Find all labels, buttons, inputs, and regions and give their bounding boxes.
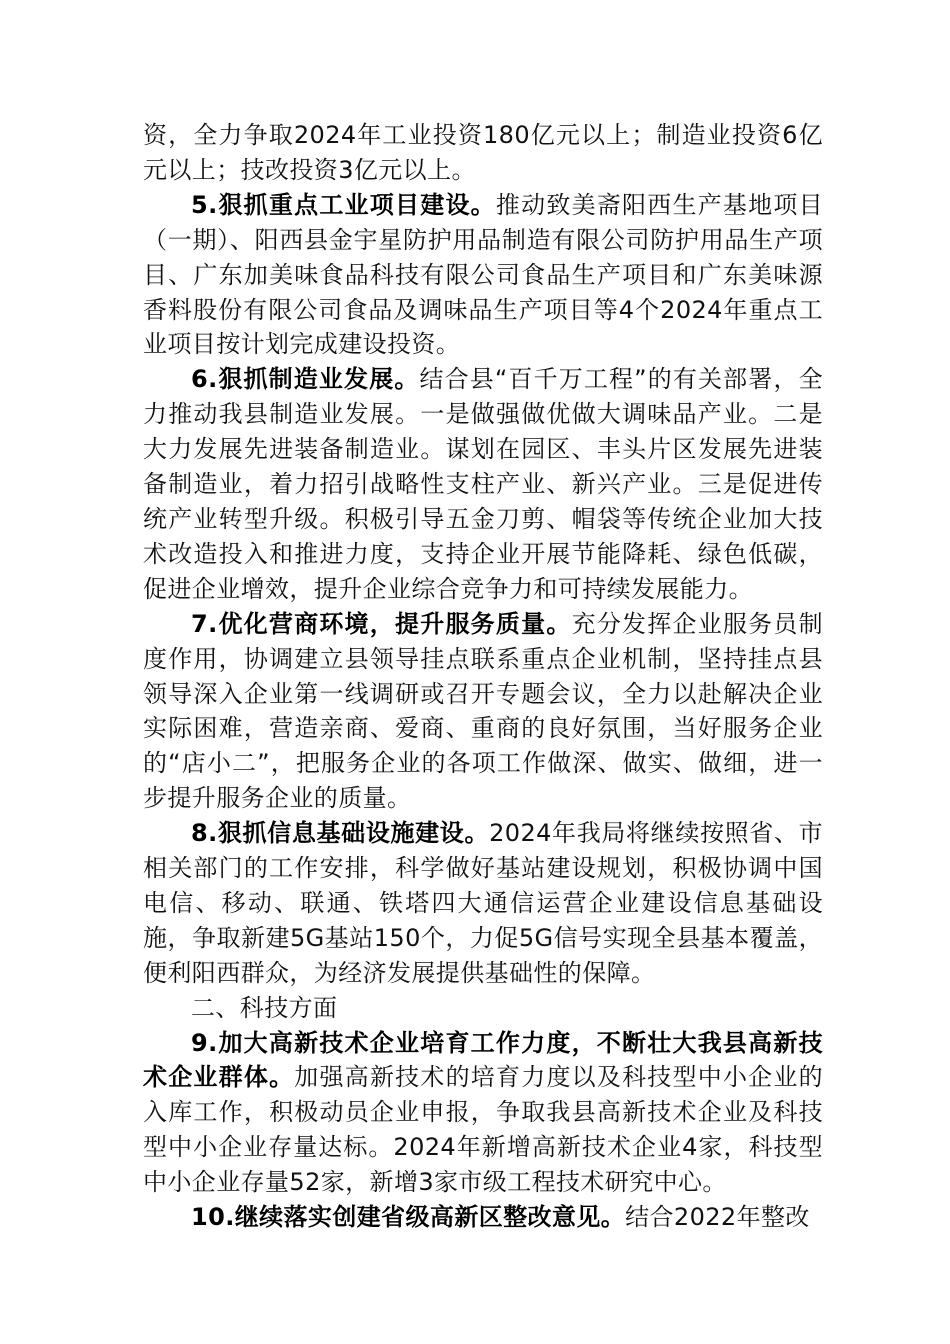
section-heading-text: 二、科技方面: [191, 993, 338, 1022]
paragraph-text: 加强高新技术的培育力度以及科技型中小企业的入库工作，积极动员企业申报，争取我县高新技术企业及科技型中小企业存量达标。2024年新增高新技术企业4家，科技型中小企业存量52家，新增3家市级工程技术研究中心。: [143, 1063, 823, 1197]
paragraph-text: 推动致美斋阳西生产基地项目（一期）、阳西县金宇星防护用品制造有限公司防护用品生产项目、广东加美味食品科技有限公司食品生产项目和广东美味源香料股份有限公司食品及调味品生产项目等4个2024年重点工业项目按计划完成建设投资。: [143, 190, 823, 359]
paragraph-item-5: [143, 188, 823, 363]
paragraph-heading: 5.狠抓重点工业项目建设。: [191, 190, 496, 219]
paragraph-text: 充分发挥企业服务员制度作用，协调建立县领导挂点联系重点企业机制，坚持挂点县领导深入企业第一线调研或召开专题会议，全力以赴解决企业实际困难，营造亲商、爱商、重商的良好氛围，当好服务企业的“店小二”，把服务企业的各项工作做深、做实、做细，进一步提升服务企业的质量。: [143, 609, 824, 813]
paragraph-item-8: [143, 816, 823, 991]
paragraph-text: 结合2022年整改: [625, 1203, 810, 1232]
paragraph-item-7: [143, 607, 823, 816]
paragraph-text: 结合县“百千万工程”的有关部署，全力推动我县制造业发展。一是做强做优做大调味品产业。二是大力发展先进装备制造业。谋划在园区、丰头片区发展先进装备制造业，着力招引战略性支柱产业、新兴产业。三是促进传统产业转型升级。积极引导五金刀剪、帽袋等传统企业加大技术改造投入和推进力度，支持企业开展节能降耗、绿色低碳，促进企业增效，提升企业综合竞争力和可持续发展能力。: [143, 365, 823, 603]
paragraph-heading: 9.加大高新技术企业培育工作力度，不断壮大我县高新技术企业群体。: [143, 1028, 823, 1092]
paragraph-text: 2024年我局将继续按照省、市相关部门的工作安排，科学做好基站建设规划，积极协调中国电信、移动、联通、铁塔四大通信运营企业建设信息基础设施，争取新建5G基站150个，力促5G信号实现全县基本覆盖，便利阳西群众，为经济发展提供基础性的保障。: [143, 819, 824, 987]
paragraph-continuation: [143, 118, 823, 188]
paragraph-heading: 8.狠抓信息基础设施建设。: [191, 819, 490, 848]
document-body: [143, 118, 823, 1235]
paragraph-heading: 10.继续落实创建省级高新区整改意见。: [191, 1203, 626, 1232]
paragraph-heading: 7.优化营商环境，提升服务质量。: [191, 609, 572, 638]
paragraph-item-6: [143, 362, 823, 606]
paragraph-item-10: [143, 1200, 823, 1235]
paragraph-item-9: [143, 1026, 823, 1201]
section-heading-tech: [143, 991, 823, 1026]
paragraph-heading: 6.狠抓制造业发展。: [191, 365, 420, 394]
paragraph-text: 资，全力争取2024年工业投资180亿元以上；制造业投资6亿元以上；技改投资3亿元以上。: [143, 121, 823, 184]
